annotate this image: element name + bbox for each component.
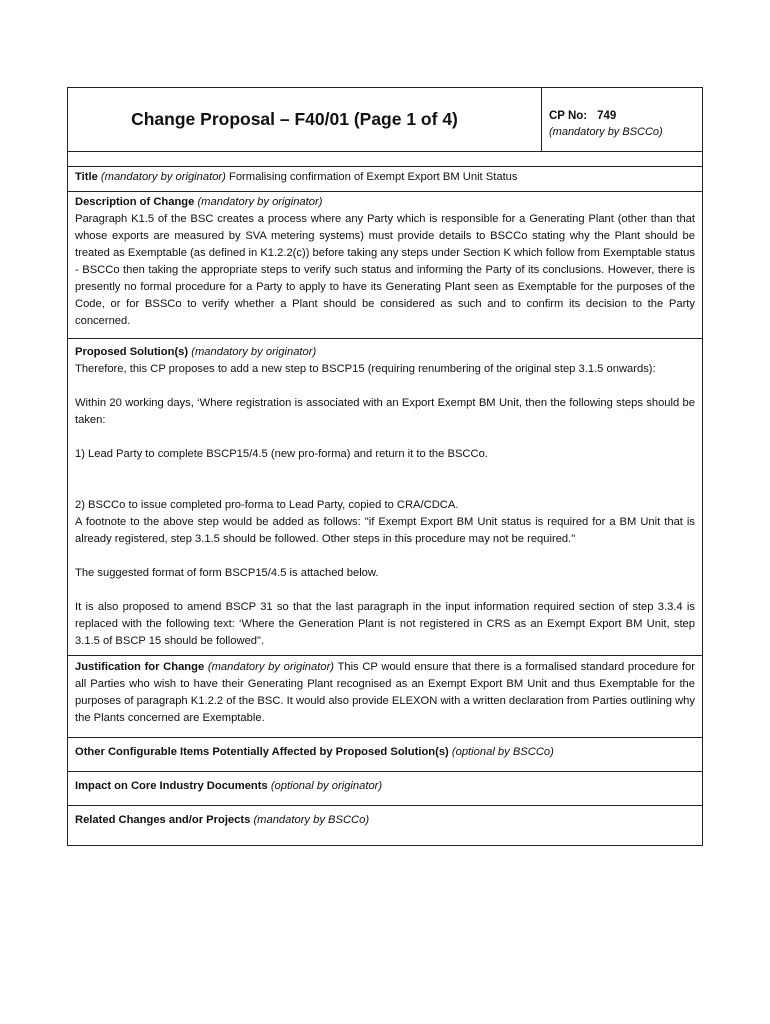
description-text: Paragraph K1.5 of the BSC creates a process where any Party which is responsible for a Generating Plant (other than that whose exports are measured by SVA metering systems) must provide details to BSCCo stating why the Plant should be treated as Exemptable (as defined in K1.2.2(c)) before taking any steps under Section K which follow from Exemptable status - BSCCo then taking the appropriate steps to verify such status and informing the Party of its conclusions. However, there is presently no formal procedure for a Party to apply to have its Generating Plant seen as Exemptable for the purposes of the Code, or for BSSCo to verify whether a Plant should be considered as such and to confirm its decision to the Party concerned. xyxy=(75,213,695,327)
impact-label: Impact on Core Industry Documents xyxy=(75,780,268,792)
related-label: Related Changes and/or Projects xyxy=(75,814,251,826)
cp-label: CP No: xyxy=(549,110,588,122)
title-label: Title xyxy=(75,171,98,183)
title-note: (mandatory by originator) xyxy=(100,171,226,183)
impact-section xyxy=(68,771,702,805)
justification-text: This CP would ensure that there is a formalised standard procedure for all Parties who wish to have their Generating Plant recognised as an Exempt Export BM Unit and thus Exemptable for the purposes of paragraph K1.2.2 of the BSC. It would also provide ELEXON with a written declaration from Parties outlining why the Plants concerned are Exemptable. xyxy=(75,661,696,724)
justification-note: (mandatory by originator) xyxy=(207,661,335,673)
cp-number: 749 xyxy=(597,110,617,122)
solution-note: (mandatory by originator) xyxy=(191,346,317,358)
justification-label: Justification for Change xyxy=(75,661,205,673)
cp-number-box xyxy=(542,88,702,151)
cp-number-line xyxy=(549,110,702,122)
description-section xyxy=(68,191,702,338)
description-label: Description of Change xyxy=(75,196,195,208)
description-note: (mandatory by originator) xyxy=(197,196,323,208)
related-note: (mandatory by BSCCo) xyxy=(253,814,370,826)
solution-step-1: 1) Lead Party to complete BSCP15/4.5 (new pro-forma) and return it to the BSCCo. xyxy=(75,448,488,460)
change-proposal-form xyxy=(67,87,703,846)
solution-paragraph-2: Within 20 working days, ‘Where registration is associated with an Export Exempt BM Unit, then the following steps should be taken: xyxy=(75,397,695,426)
solution-format-note: The suggested format of form BSCP15/4.5 is attached below. xyxy=(75,567,379,579)
title-text: Formalising confirmation of Exempt Export BM Unit Status xyxy=(229,171,518,183)
solution-bscp31-note: It is also proposed to amend BSCP 31 so that the last paragraph in the input information required section of step 3.3.4 is replaced with the following text: ‘Where the Generation Plant is not registered in CRS as an Exempt Export BM Unit, step 3.1.5 of BSCP 15 should be followed". xyxy=(75,601,695,647)
solution-step-2: 2) BSCCo to issue completed pro-forma to Lead Party, copied to CRA/CDCA. xyxy=(75,499,459,511)
form-header xyxy=(68,88,702,151)
solution-label: Proposed Solution(s) xyxy=(75,346,189,358)
other-items-section xyxy=(68,737,702,771)
other-items-label: Other Configurable Items Potentially Affected by Proposed Solution(s) xyxy=(75,746,449,758)
proposed-solution-section xyxy=(68,338,702,655)
cp-note: (mandatory by BSCCo) xyxy=(549,126,663,138)
related-section xyxy=(68,805,702,845)
blank-row xyxy=(68,151,702,166)
other-items-note: (optional by BSCCo) xyxy=(451,746,554,758)
title-section xyxy=(68,166,702,191)
solution-footnote: A footnote to the above step would be added as follows: "if Exempt Export BM Unit status is required for a BM Unit that is already registered, step 3.1.5 should be followed. Other steps in this procedure may not be required." xyxy=(75,516,695,545)
justification-section xyxy=(68,655,702,737)
page-title: Change Proposal – F40/01 (Page 1 of 4) xyxy=(68,88,542,151)
impact-note: (optional by originator) xyxy=(270,780,383,792)
solution-paragraph-1: Therefore, this CP proposes to add a new step to BSCP15 (requiring renumbering of the original step 3.1.5 onwards): xyxy=(75,363,656,375)
